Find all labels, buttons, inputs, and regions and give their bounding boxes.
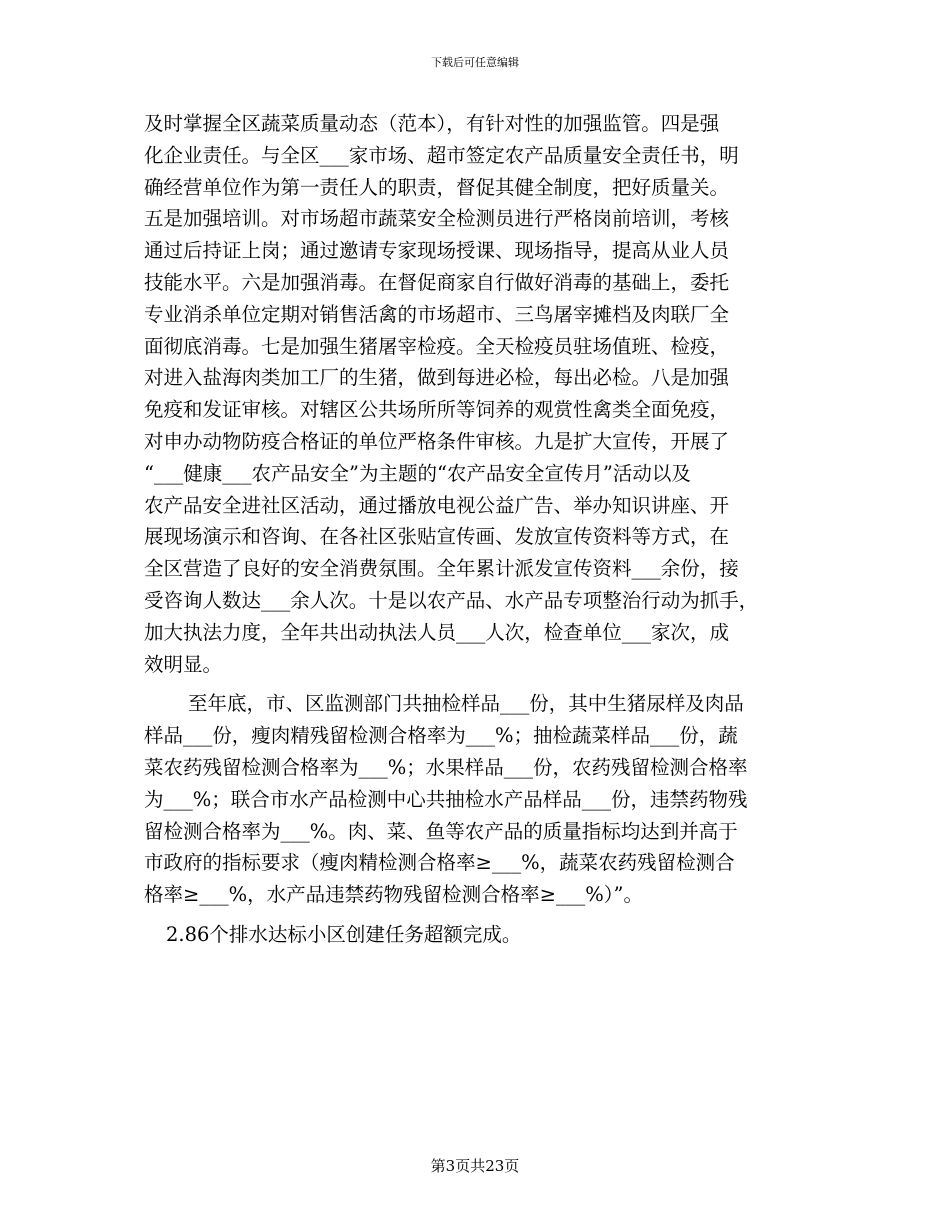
text-line: 加大执法力度，全年共出动执法人员___人次，检查单位___家次，成 [144, 620, 730, 644]
text-line: 样品___份，瘦肉精残留检测合格率为___%；抽检蔬菜样品___份，蔬 [144, 724, 738, 748]
text-line: 五是加强培训。对市场超市蔬菜安全检测员进行严格岗前培训，考核 [144, 207, 730, 231]
text-line: 化企业责任。与全区___家市场、超市签定农产品质量安全责任书，明 [144, 143, 739, 167]
text-line: 市政府的指标要求（瘦肉精检测合格率≥___%，蔬菜农药残留检测合 [144, 851, 735, 875]
text-line: 至年底，市、区监测部门共抽检样品___份，其中生猪尿样及肉品 [188, 692, 744, 716]
text-line: 格率≥___%，水产品违禁药物残留检测合格率≥___%）”。 [144, 883, 643, 907]
paragraph-3 [144, 919, 810, 951]
paragraph-1 [144, 108, 810, 680]
page-header: 下载后可任意编辑 [431, 56, 519, 69]
text-line: 对进入盐海肉类加工厂的生猪，做到每进必检，每出必检。八是加强 [144, 366, 730, 390]
text-line: 为___%；联合市水产品检测中心共抽检水产品样品___份，违禁药物残 [144, 787, 748, 811]
page-footer: 第3页共23页 [430, 1157, 520, 1175]
text-line: 对申办动物防疫合格证的单位严格条件审核。九是扩大宣传，开展了 [144, 429, 730, 453]
text-line: 农产品安全进社区活动，通过播放电视公益广告、举办知识讲座、开 [144, 493, 730, 517]
paragraph-gap [144, 680, 810, 688]
text-line: 2.86个排水达标小区创建任务超额完成。 [166, 922, 522, 946]
text-line: 及时掌握全区蔬菜质量动态（范本），有针对性的加强监管。四是强 [144, 112, 720, 135]
paragraph-gap [144, 911, 810, 919]
text-line: 全区营造了良好的安全消费氛围。全年累计派发宣传资料___余份，接 [144, 557, 739, 581]
text-line: 留检测合格率为___%。肉、菜、鱼等农产品的质量指标均达到并高于 [144, 819, 738, 843]
text-line: 通过后持证上岗；通过邀请专家现场授课、现场指导，提高从业人员 [144, 239, 730, 263]
text-line: 菜农药残留检测合格率为___%；水果样品___份，农药残留检测合格率 [144, 755, 748, 779]
text-line: 展现场演示和咨询、在各社区张贴宣传画、发放宣传资料等方式，在 [144, 525, 730, 549]
text-line: 技能水平。六是加强消毒。在督促商家自行做好消毒的基础上，委托 [144, 270, 730, 294]
paragraph-2 [144, 688, 810, 911]
text-line: 确经营单位作为第一责任人的职责，督促其健全制度，把好质量关。 [144, 175, 730, 199]
text-line: 专业消杀单位定期对销售活禽的市场超市、三鸟屠宰摊档及肉联厂全 [144, 302, 730, 326]
text-line: 免疫和发证审核。对辖区公共场所所等饲养的观赏性禽类全面免疫， [144, 398, 730, 422]
text-line: 效明显。 [144, 652, 223, 676]
text-line: 受咨询人数达___余人次。十是以农产品、水产品专项整治行动为抓手， [144, 588, 759, 612]
text-line: “___健康___农产品安全”为主题的“农产品安全宣传月”活动以及 [144, 461, 691, 485]
document-body [144, 108, 810, 951]
text-line: 面彻底消毒。七是加强生猪屠宰检疫。全天检疫员驻场值班、检疫， [144, 334, 730, 358]
